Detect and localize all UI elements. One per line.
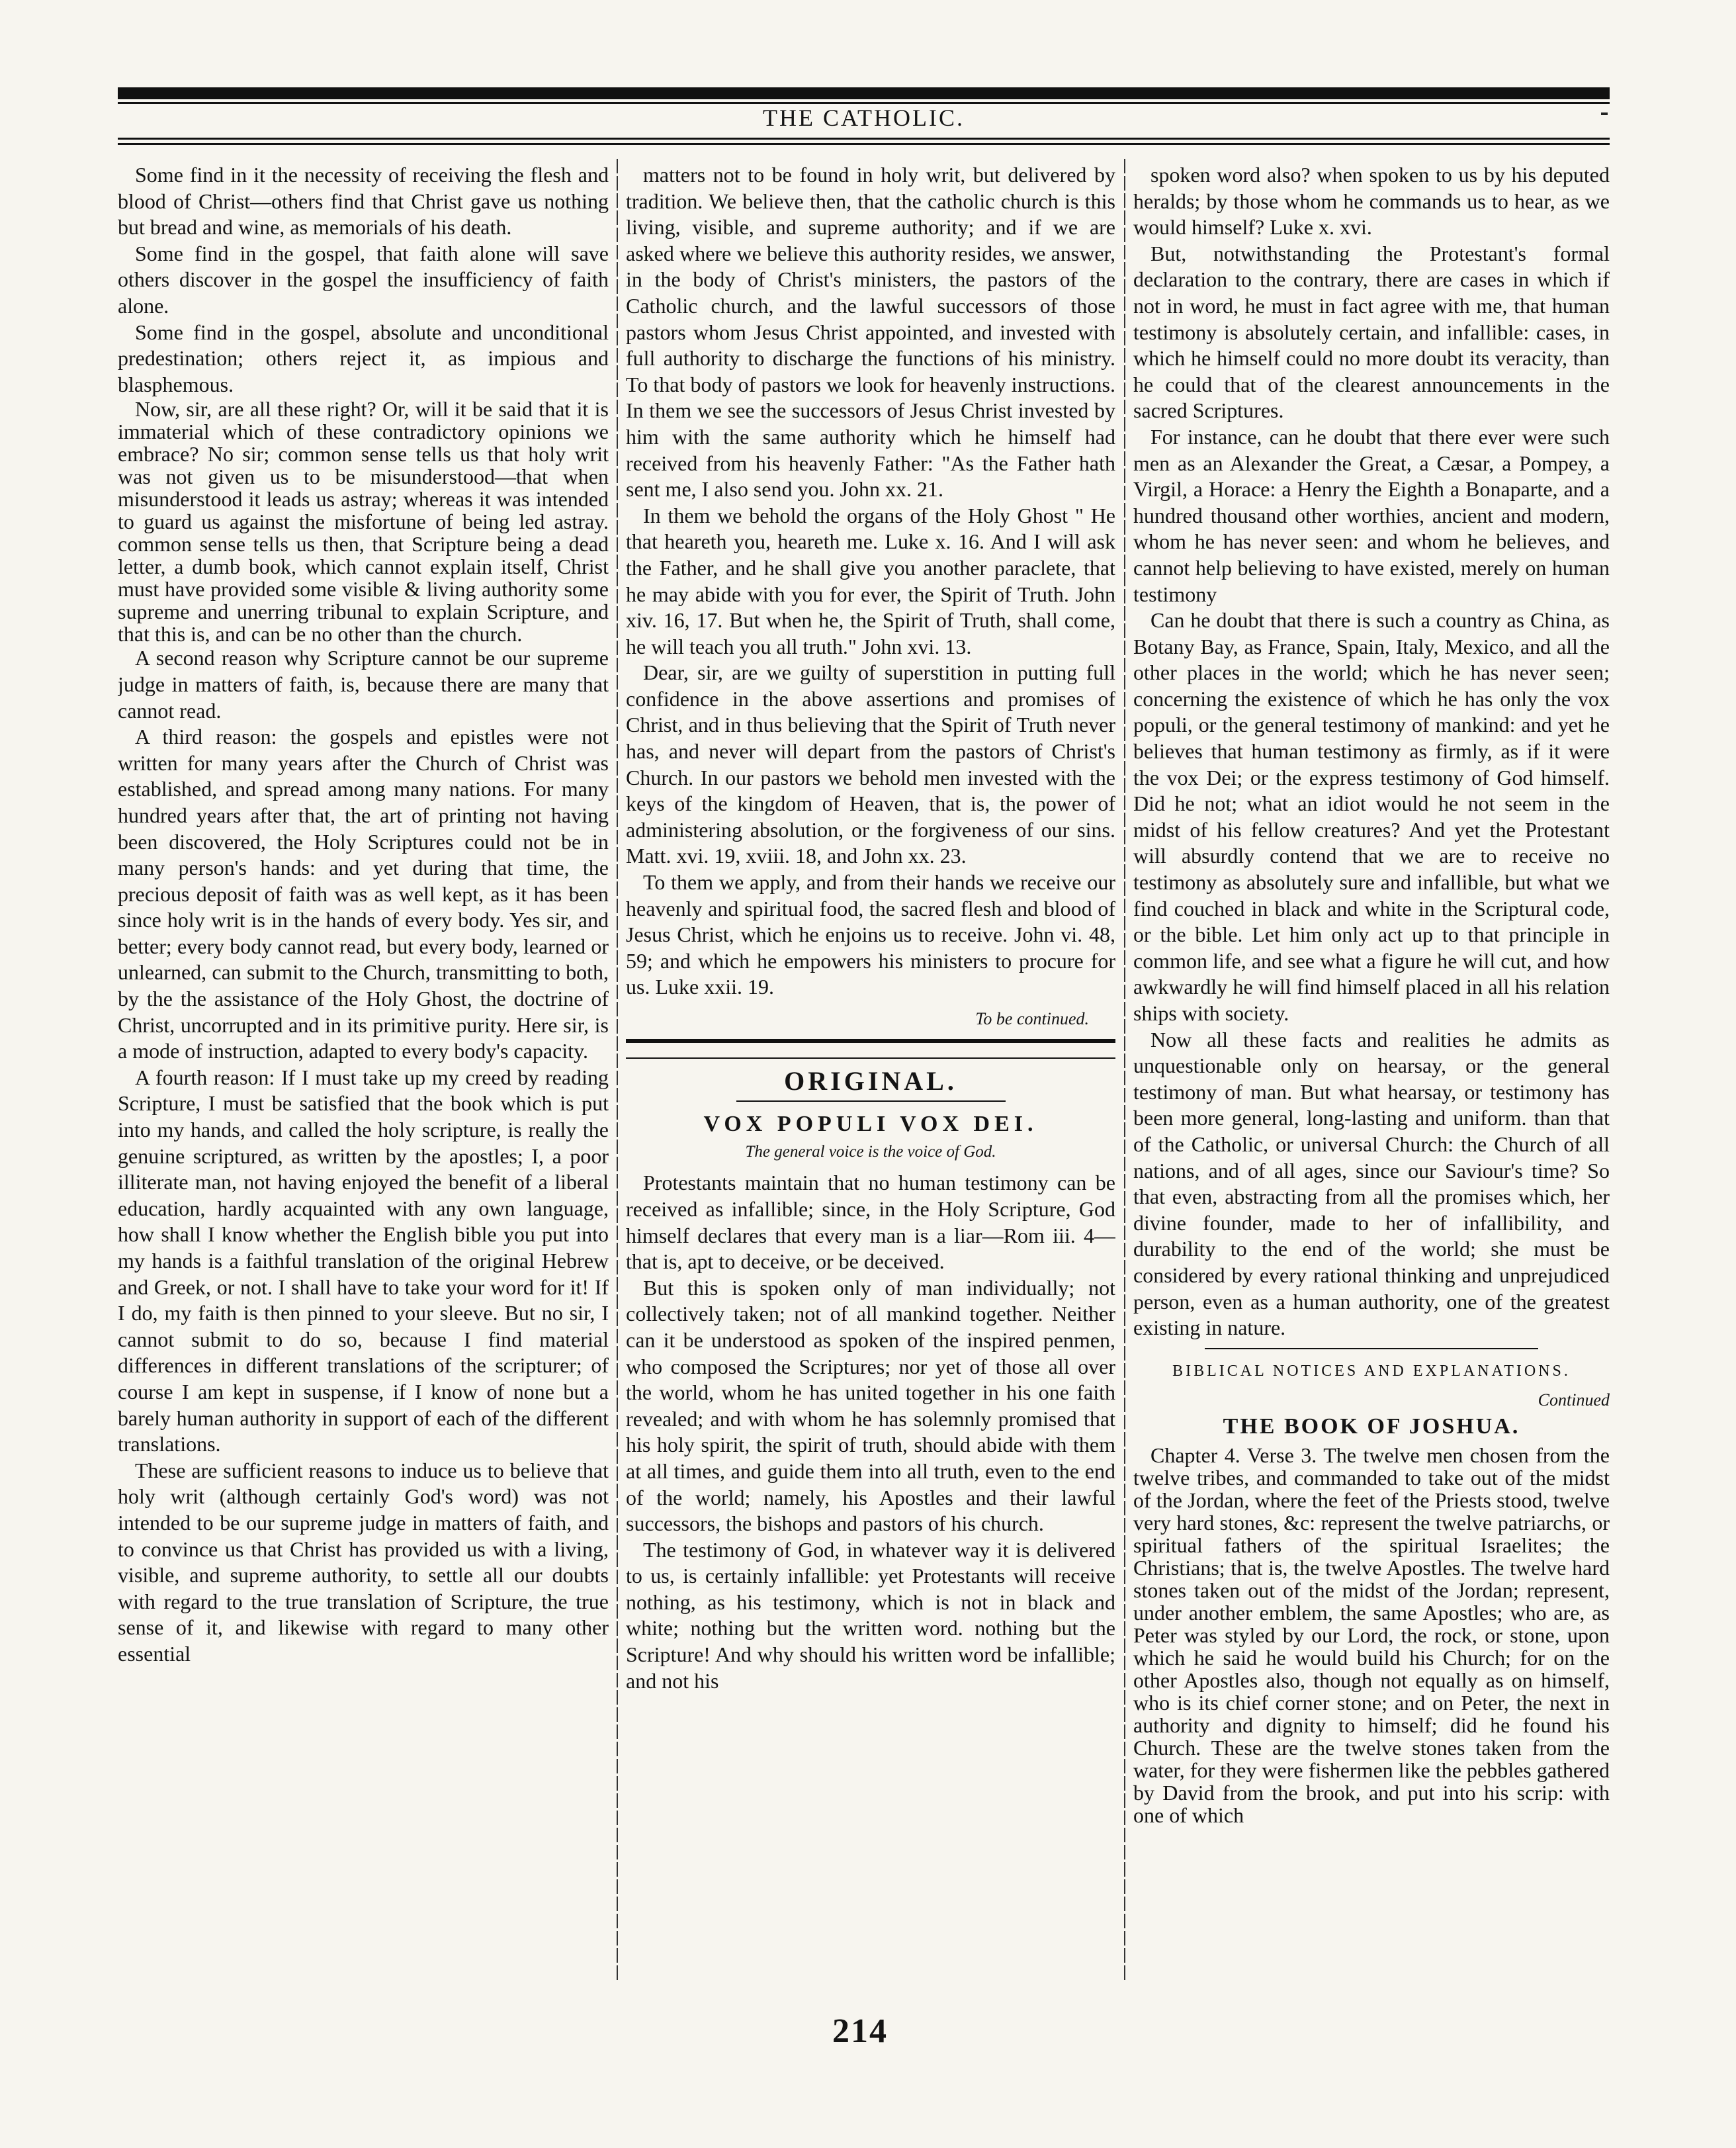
top-heavy-rule [118,87,1610,99]
section-divider-rules [626,1039,1115,1059]
section-short-rule [736,1100,1006,1102]
masthead-bottom-rule-2 [118,143,1610,145]
paragraph: Some find in it the necessity of receiving the flesh and blood of Christ—others find that Christ gave us nothing but bread and wine, as memorials of his death. [118,163,609,240]
to-be-continued-note: To be continued. [975,1009,1089,1028]
column-one [118,162,609,1979]
top-thin-rule [118,102,1610,104]
notices-rule [1205,1348,1538,1349]
page-number: 214 [832,2012,888,2050]
paragraph: But, notwithstanding the Protestant's formal declaration to the contrary, there are cases in which if not in word, he must in fact agree with me, that human testimony is absolutely certain, and infallible: cases, in which he himself could no more doubt its veracity, than he could that of the clearest announcements in the sacred Scriptures. [1133,241,1610,423]
paragraph: Now all these facts and realities he admits as unquestionable only on hearsay, or the general testimony of man. But what hearsay, or testimony has been more general, long-lasting and uniform. than that of the Catholic, or universal Church: the Church of all nations, and of all ages, since our Saviour's time? So that even, abstracting from all the promises which, her divine founder, made to her of infallibility, and durability to the end of the world; she must be considered by every rational thinking and unprejudiced person, even as a human authority, one of the greatest existing in nature. [1133,1027,1610,1340]
book-title: THE BOOK OF JOSHUA. [1223,1413,1520,1439]
column-divider-right [1124,159,1125,1982]
notices-continued: Continued [1538,1390,1610,1410]
column-three [1133,162,1610,1979]
running-head-title: THE CATHOLIC. [763,105,965,131]
paragraph: Dear, sir, are we guilty of superstition in putting full confidence in the above assertions and promises of Christ, and in thus believing that the Spirit of Truth never has, and never will depart from the pastors of Christ's Church. In our pastors we behold men invested with the keys of the kingdom of Heaven, that is, the power of administering absolution, or the forgiveness of our sins. Matt. xvi. 19, xviii. 18, and John xx. 23. [626,660,1115,868]
section-title-original: ORIGINAL. [784,1065,957,1096]
article-title: VOX POPULI VOX DEI. [703,1112,1038,1137]
paragraph: Some find in the gospel, absolute and unconditional predestination; others reject it, as impious and blasphemous. [118,320,609,396]
paragraph: Chapter 4. Verse 3. The twelve men chosen from the twelve tribes, and commanded to take out of the midst of the Jordan, where the feet of the Priests stood, twelve very hard stones, &c: represent the twelve patriarchs, or spiritual fathers of the spiritual Israelites; the Christians; that is, the twelve Apostles. The twelve hard stones taken out of the midst of the Jordan; represent, under another emblem, the same Apostles; who are, as Peter was styled by our Lord, the rock, or stone, upon which he said he would build his Church; for on the other Apostles also, though not equally as on himself, who is its chief corner stone; and on Peter, the next in authority and dignity to himself; did he found his Church. These are the twelve stones taken from the water, for they were fishermen like the pebbles gathered by David from the brook, and put into his scrip: with one of which [1133,1443,1610,1827]
paragraph: To them we apply, and from their hands we receive our heavenly and spiritual food, the sacred flesh and blood of Jesus Christ, which he enjoins us to receive. John vi. 48, 59; and which he empowers his ministers to procure for us. Luke xxii. 19. [626,870,1115,999]
paragraph: For instance, can he doubt that there ever were such men as an Alexander the Great, a Cæsar, a Pompey, a Virgil, a Horace: a Henry the Eighth a Bonaparte, and a hundred thousand other worthies, ancient and modern, whom he has never seen: and whom he believes, and cannot help believing to have existed, merely on human testimony [1133,424,1610,606]
paragraph: These are sufficient reasons to induce us to believe that holy writ (although certainly God's word) was not intended to be our supreme judge in matters of faith, and to convince us that Christ has provided us with a living, visible, and supreme authority, to settle all our doubts with regard to the true translation of Scripture, the true sense of it, and likewise with regard to many other essential [118,1458,609,1666]
masthead-bottom-rule [118,138,1610,140]
paragraph: The testimony of God, in whatever way it is delivered to us, is certainly infallible: yet Protestants will receive nothing, as his testimony, which is not in black and white; nothing but the written word. nothing but the Scripture! And why should his written word be infallible; and not his [626,1537,1115,1693]
article-subtitle: The general voice is the voice of God. [745,1142,996,1161]
paragraph: A second reason why Scripture cannot be our supreme judge in matters of faith, is, because there are many that cannot read. [118,646,609,723]
paragraph: A fourth reason: If I must take up my creed by reading Scripture, I must be satisfied that the book which is put into my hands, and called the holy scripture, is really the genuine scriptured, as written by the apostles; I, a poor illiterate man, not having enjoyed the benefit of a liberal education, hardly acquainted with any own language, how shall I know whether the English bible you put into my hands is a faithful translation of the original Hebrew and Greek, or not. I shall have to take your word for it! If I do, my faith is then pinned to your sleeve. But no sir, I cannot submit to do so, because I find material differences in different translations of the scripturer; of course I am kept in suspense, if I know of none but a barely human authority in support of each of the different translations. [118,1065,609,1456]
paragraph: Protestants maintain that no human testimony can be received as infallible; since, in the Holy Scripture, God himself declares that every man is a liar—Rom iii. 4—that is, apt to deceive, or be deceived. [626,1171,1115,1274]
paragraph: But this is spoken only of man individually; not collectively taken; not of all mankind together. Neither can it be understood as spoken of the inspired penmen, who composed the Scriptures; nor yet of those all over the world, whom he has united together in his one faith revealed; and with whom he has solemnly promised that his holy spirit, the spirit of truth, should abide with them at all times, and guide them into all truth, even to the end of the world; namely, his Apostles and their lawful successors, the bishops and pastors of his church. [626,1275,1115,1536]
paragraph: In them we behold the organs of the Holy Ghost " He that heareth you, heareth me. Luke x. 16. And I will ask the Father, and he shall give you another paraclete, that he may abide with you for ever, the Spirit of Truth. John xiv. 16, 17. But when he, the Spirit of Truth, shall come, he will teach you all truth." John xvi. 13. [626,503,1115,658]
paragraph: matters not to be found in holy writ, but delivered by tradition. We believe then, that the catholic church is this living, visible, and supreme authority; and if we are asked where we believe this authority resides, we answer, in the body of Christ's ministers, the pastors of the Catholic church, and the lawful successors of those pastors whom Jesus Christ appointed, and invested with full authority to discharge the functions of his ministry. To that body of pastors we look for heavenly instructions. In them we see the successors of Jesus Christ invested by him with the same authority which he himself had received from his heavenly Father: "As the Father hath sent me, I also send you. John xx. 21. [626,163,1115,502]
printer-mark [1601,112,1608,115]
notices-heading: BIBLICAL NOTICES AND EXPLANATIONS. [1172,1362,1571,1380]
paragraph: A third reason: the gospels and epistles were not written for many years after the Church of Christ was established, and spread among many nations. For many hundred years after that, the art of printing not having been discovered, the Holy Scriptures could not be in many person's hands: and yet during that time, the precious deposit of faith was as well kept, as it has been since holy writ is in the hands of every body. Yes sir, and better; every body cannot read, but every body, learned or unlearned, can submit to the Church, transmitting to both, by the the assistance of the Holy Ghost, the doctrine of Christ, uncorrupted and in its primitive purity. Here sir, is a mode of instruction, adapted to every body's capacity. [118,725,609,1063]
paragraph: Can he doubt that there is such a country as China, as Botany Bay, as France, Spain, Italy, Mexico, and all the other places in the world; which he has never seen; concerning the existence of which he has only the vox populi, or the general testimony of mankind: and yet he believes that human testimony as firmly, as if it were the vox Dei; or the express testimony of God himself. Did he not; what an idiot would he not seem in the midst of his fellow creatures? And yet the Protestant will absurdly contend that we are to receive no testimony as absolutely sure and infallible, but what we find couched in black and white in the Scriptural code, or the bible. Let him only act up to that principle in common life, and see what a figure he will cut, and how awkwardly he will find himself placed in all his relation ships with society. [1133,608,1610,1025]
column-two [626,162,1115,1979]
paragraph: Now, sir, are all these right? Or, will it be said that it is immaterial which of these contradictory opinions we embrace? No sir; common sense tells us that holy writ was not given us to be misunderstood—that when misunderstood it leads us astray; whereas it was intended to guard us against the misfortune of being led astray. common sense tells us then, that Scripture being a dead letter, a dumb book, which cannot explain itself, Christ must have provided some visible & living authority some supreme and unerring tribunal to explain Scripture, and that this is, and can be no other than the church. [118,397,609,647]
paragraph: spoken word also? when spoken to us by his deputed heralds; by those whom he commands us to hear, as we would himself? Luke x. xvi. [1133,163,1610,240]
column-divider-left [617,159,618,1982]
paragraph: Some find in the gospel, that faith alone will save others discover in the gospel the insufficiency of faith alone. [118,241,609,318]
